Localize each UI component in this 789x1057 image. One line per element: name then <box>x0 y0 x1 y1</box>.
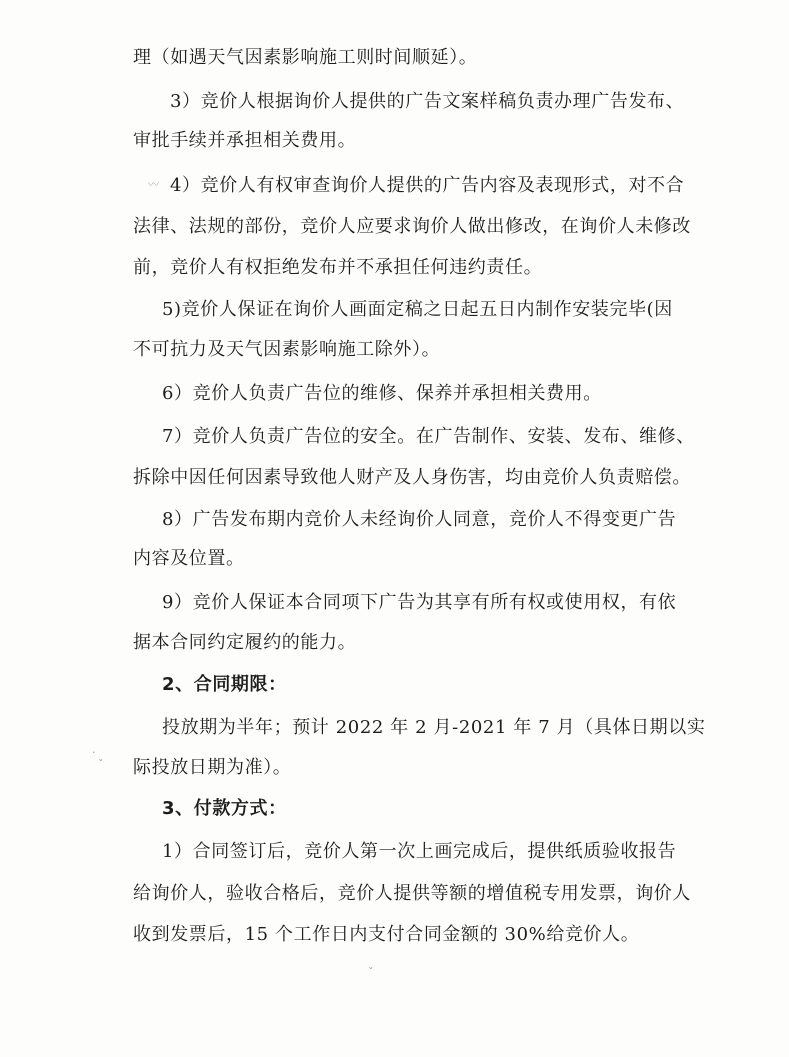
text-line: 前，竞价人有权拒绝发布并不承担任何违约责任。 <box>133 257 543 278</box>
text-line: 法律、法规的部份，竞价人应要求询价人做出修改，在询价人未修改 <box>133 216 691 237</box>
text-line: 审批手续并承担相关费用。 <box>133 130 357 151</box>
text-line: 5)竞价人保证在询价人画面定稿之日起五日内制作安装完毕(因 <box>162 299 673 320</box>
text-line: 7）竞价人负责广告位的安全。在广告制作、安装、发布、维修、 <box>162 426 695 447</box>
text-line: 9）竞价人保证本合同项下广告为其享有所有权或使用权，有依 <box>162 592 677 613</box>
scan-speck: ˇ <box>98 758 104 771</box>
text-line: 不可抗力及天气因素影响施工除外）。 <box>133 339 441 360</box>
text-line: 6）竞价人负责广告位的维修、保养并承担相关费用。 <box>162 383 602 404</box>
text-line: 8）广告发布期内竞价人未经询价人同意，竞价人不得变更广告 <box>162 509 677 530</box>
section-heading-payment: 3、付款方式： <box>162 798 287 819</box>
scan-speck: · <box>92 746 96 759</box>
text-line: 4）竞价人有权审查询价人提供的广告内容及表现形式，对不合 <box>170 175 685 196</box>
scan-speck: ˇ <box>368 966 374 979</box>
text-line: 收到发票后，15 个工作日内支付合同金额的 30%给竞价人。 <box>133 924 640 945</box>
text-line: 际投放日期为准）。 <box>133 757 292 778</box>
text-line: 据本合同约定履约的能力。 <box>133 632 357 653</box>
text-line: 内容及位置。 <box>133 548 245 569</box>
text-line: 拆除中因任何因素导致他人财产及人身伤害，均由竞价人负责赔偿。 <box>133 467 691 488</box>
section-heading-contract-term: 2、合同期限： <box>162 674 287 695</box>
text-line: 投放期为半年；预计 2022 年 2 月-2021 年 7 月（具体日期以实 <box>162 717 706 738</box>
text-line: 理（如遇天气因素影响施工则时间顺延）。 <box>133 47 478 68</box>
text-line: 1）合同签订后，竞价人第一次上画完成后，提供纸质验收报告 <box>162 841 677 862</box>
scan-speck: 〰 <box>148 178 159 191</box>
text-line: 给询价人，验收合格后，竞价人提供等额的增值税专用发票，询价人 <box>133 883 691 904</box>
text-line: 3）竞价人根据询价人提供的广告文案样稿负责办理广告发布、 <box>170 91 685 112</box>
